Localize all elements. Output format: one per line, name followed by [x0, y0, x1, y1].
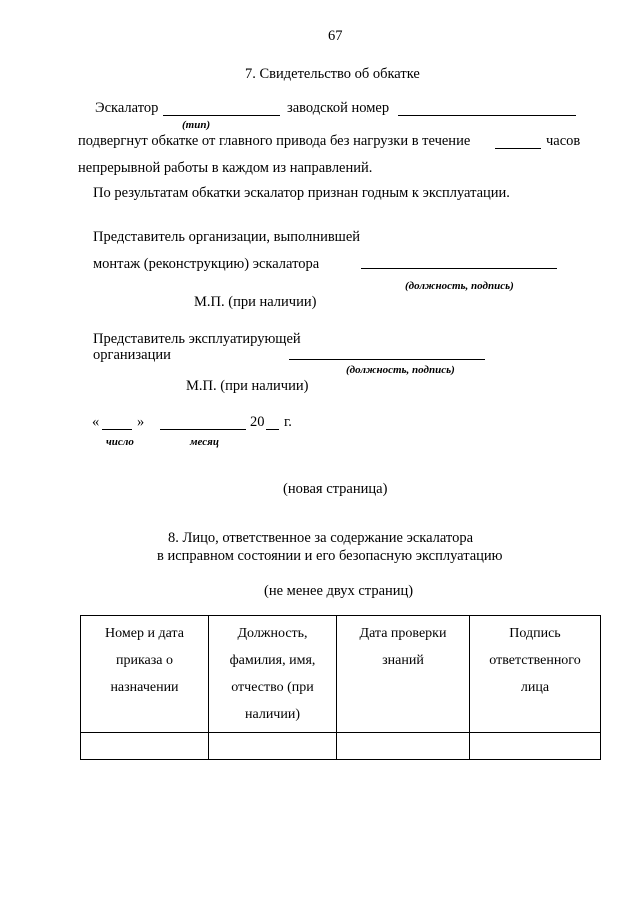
header-text: Номер и дата: [105, 626, 184, 641]
hours-label: часов: [546, 133, 581, 149]
header-text: отчество (при: [231, 680, 314, 695]
table-cell: [337, 733, 470, 760]
section8-title-line2: в исправном состоянии и его безопасную эксплуатацию: [157, 548, 503, 564]
table-row: [81, 733, 601, 760]
section8-note: (не менее двух страниц): [264, 583, 414, 599]
section7-title: 7. Свидетельство об обкатке: [245, 66, 420, 82]
year-suffix: г.: [284, 414, 292, 430]
table-header-row: [81, 616, 601, 733]
installer-signature-blank: [361, 268, 557, 269]
day-blank: [102, 429, 132, 430]
header-text: назначении: [110, 680, 179, 695]
escalator-type-blank: [163, 115, 280, 116]
new-page-note: (новая страница): [283, 481, 388, 497]
operator-position-signature-caption: (должность, подпись): [346, 364, 455, 376]
header-text: Должность,: [237, 626, 308, 641]
installer-rep-line2: монтаж (реконструкцию) эскалатора: [93, 256, 320, 272]
serial-number-label: заводской номер: [287, 100, 390, 116]
header-cell-signature: [470, 616, 601, 733]
header-cell-name: [209, 616, 337, 733]
year-blank: [266, 429, 279, 430]
year-prefix: 20: [250, 414, 265, 430]
type-caption: (тип): [182, 119, 211, 131]
header-text: ответственного: [489, 653, 581, 668]
operator-rep-line2: организации: [93, 347, 171, 363]
operator-rep-line1: Представитель эксплуатирующей: [93, 331, 301, 347]
hours-blank: [495, 148, 541, 149]
serial-number-blank: [398, 115, 576, 116]
header-text: знаний: [382, 653, 424, 668]
header-text: лица: [520, 680, 550, 695]
header-text: Подпись: [509, 626, 561, 641]
date-open-quote: «: [92, 414, 100, 430]
section8-title-line1: 8. Лицо, ответственное за содержание эскалатора: [168, 530, 474, 546]
table-cell: [470, 733, 601, 760]
day-caption: число: [106, 436, 134, 448]
installer-position-signature-caption: (должность, подпись): [405, 280, 514, 292]
operator-signature-blank: [289, 359, 485, 360]
responsible-person-table: [80, 615, 601, 760]
date-close-quote: »: [137, 414, 145, 430]
installer-stamp: М.П. (при наличии): [194, 294, 317, 310]
table-cell: [209, 733, 337, 760]
page-number: 67: [328, 28, 343, 44]
continuous-operation-text: непрерывной работы в каждом из направлений.: [78, 160, 373, 176]
escalator-label: Эскалатор: [95, 100, 159, 116]
month-blank: [160, 429, 246, 430]
installer-rep-line1: Представитель организации, выполнившей: [93, 229, 361, 245]
table-cell: [81, 733, 209, 760]
month-caption: месяц: [190, 436, 219, 448]
header-text: приказа о: [115, 653, 174, 668]
result-text: По результатам обкатки эскалатор признан годным к эксплуатации.: [93, 185, 510, 201]
header-text: Дата проверки: [359, 626, 447, 641]
run-in-text: подвергнут обкатке от главного привода без нагрузки в течение: [78, 133, 471, 149]
header-text: фамилия, имя,: [229, 653, 316, 668]
header-cell-check-date: [337, 616, 470, 733]
operator-stamp: М.П. (при наличии): [186, 378, 309, 394]
header-text: наличии): [245, 707, 300, 722]
header-cell-order: [81, 616, 209, 733]
